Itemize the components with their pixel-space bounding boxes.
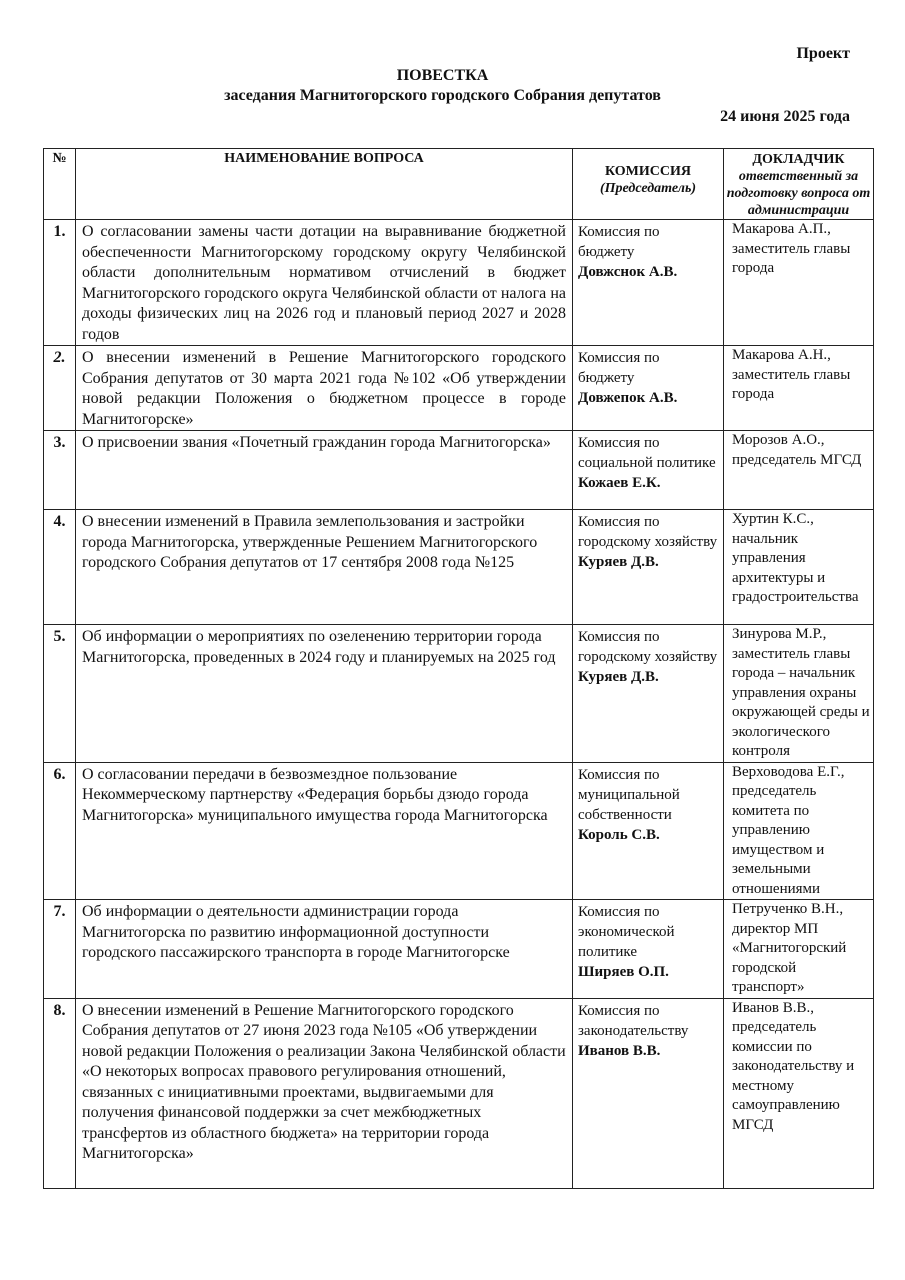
row-question: О внесении изменений в Правила землепользования и застройки города Магнитогорска, утвержденные Решением Магнитогорского городского Собрания депутатов от 17 сентября 2008 года №125 xyxy=(76,510,573,625)
header-reporter-label: ДОКЛАДЧИК xyxy=(752,152,845,167)
table-row xyxy=(44,220,874,346)
table-row xyxy=(44,346,874,431)
table-header-row xyxy=(44,149,874,220)
row-commission xyxy=(573,998,724,1188)
row-commission xyxy=(573,220,724,346)
commission-name: Комиссия по городскому хозяйству xyxy=(578,629,718,665)
commission-chair: Ширяев О.П. xyxy=(578,964,669,980)
table-row xyxy=(44,625,874,763)
commission-chair: Довжснок А.В. xyxy=(578,264,678,280)
row-question: О внесении изменений в Решение Магнитогорского городского Собрания депутатов от 27 июня 2023 года №105 «Об утверждении новой редакции Положения о реализации Закона Челябинской области «О некоторых вопросах правового регулирования отношений, связанных с инициативными проектами, выдвигаемыми для получения финансовой поддержки за счет межбюджетных трансфертов из областного бюджета» на территории города Магнитогорска» xyxy=(76,998,573,1188)
header-commission-label: КОМИССИЯ xyxy=(604,164,692,179)
row-question: О внесении изменений в Решение Магнитогорского городского Собрания депутатов от 30 марта 2021 года №102 «Об утверждении новой редакции Положения о бюджетном процессе в городе Магнитогорске» xyxy=(76,346,573,431)
commission-name: Комиссия по городскому хозяйству xyxy=(578,514,718,550)
row-reporter: Верховодова Е.Г., председатель комитета по управлению имуществом и земельными отношениями xyxy=(724,762,874,900)
row-reporter: Иванов В.В., председатель комиссии по законодательству и местному самоуправлению МГСД xyxy=(724,998,874,1188)
commission-name: Комиссия по бюджету xyxy=(578,350,660,386)
row-number: 1. xyxy=(44,220,76,346)
row-question: О присвоении звания «Почетный гражданин города Магнитогорска» xyxy=(76,431,573,510)
commission-name: Комиссия по законодательству xyxy=(578,1002,689,1039)
row-commission xyxy=(573,510,724,625)
row-question: Об информации о деятельности администрации города Магнитогорска по развитию информационной доступности городского пассажирского транспорта в городе Магнитогорске xyxy=(76,900,573,999)
document-title: ПОВЕСТКА xyxy=(396,67,489,84)
row-commission xyxy=(573,900,724,999)
row-commission xyxy=(573,346,724,431)
table-row xyxy=(44,510,874,625)
row-commission xyxy=(573,431,724,510)
row-number: 7. xyxy=(44,900,76,999)
document-subtitle: заседания Магнитогорского городского Собрания депутатов xyxy=(224,87,661,104)
session-date: 24 июня 2025 года xyxy=(720,108,850,125)
commission-chair: Куряев Д.В. xyxy=(578,554,659,570)
row-number: 2. xyxy=(44,346,76,431)
row-reporter: Макарова А.П., заместитель главы города xyxy=(724,220,874,346)
commission-chair: Иванов В.В. xyxy=(578,1042,661,1059)
header-reporter xyxy=(724,149,874,220)
row-reporter: Макарова А.Н., заместитель главы города xyxy=(724,346,874,431)
table-row xyxy=(44,431,874,510)
header-number: № xyxy=(44,149,76,220)
header-commission-sub: (Председатель) xyxy=(599,181,697,196)
row-commission xyxy=(573,625,724,763)
table-row xyxy=(44,900,874,999)
commission-name: Комиссия по бюджету xyxy=(578,224,660,260)
row-number: 8. xyxy=(44,998,76,1188)
agenda-table xyxy=(43,148,874,1189)
row-reporter: Зинурова М.Р., заместитель главы города – начальник управления охраны окружающей среды и экологического контроля xyxy=(724,625,874,763)
table-row xyxy=(44,762,874,900)
row-commission xyxy=(573,762,724,900)
row-number: 6. xyxy=(44,762,76,900)
row-reporter: Морозов А.О., председатель МГСД xyxy=(724,431,874,510)
row-number: 3. xyxy=(44,431,76,510)
header-reporter-sub: ответственный за подготовку вопроса от администрации xyxy=(726,169,871,218)
row-number: 4. xyxy=(44,510,76,625)
row-number: 5. xyxy=(44,625,76,763)
row-reporter: Хуртин К.С., начальник управления архитектуры и градостроительства xyxy=(724,510,874,625)
row-question: Об информации о мероприятиях по озеленению территории города Магнитогорска, проведенных в 2024 году и планируемых на 2025 год xyxy=(76,625,573,763)
table-row xyxy=(44,998,874,1188)
row-question: О согласовании замены части дотации на выравнивание бюджетной обеспеченности Магнитогорскому городскому округу Челябинской области дополнительным нормативом отчислений в бюджет Магнитогорского городского округа Челябинской области от налога на доходы физических лиц на 2026 год и плановый период 2027 и 2028 годов xyxy=(76,220,573,346)
commission-chair: Король С.В. xyxy=(578,826,660,843)
commission-chair: Кожаев Е.К. xyxy=(578,475,661,491)
header-question-name: НАИМЕНОВАНИЕ ВОПРОСА xyxy=(76,149,573,220)
commission-name: Комиссия по экономической политике xyxy=(578,904,675,960)
commission-chair: Куряев Д.В. xyxy=(578,669,659,685)
commission-chair: Довжепок А.В. xyxy=(578,390,678,406)
commission-name: Комиссия по социальной политике xyxy=(578,435,716,471)
row-reporter: Петрученко В.Н., директор МП «Магнитогорский городской транспорт» xyxy=(724,900,874,999)
header-commission xyxy=(573,149,724,220)
draft-label: Проект xyxy=(796,45,850,62)
row-question: О согласовании передачи в безвозмездное пользование Некоммерческому партнерству «Федерация борьбы дзюдо города Магнитогорска» муниципального имущества города Магнитогорска xyxy=(76,762,573,900)
commission-name: Комиссия по муниципальной собственности xyxy=(578,766,680,823)
